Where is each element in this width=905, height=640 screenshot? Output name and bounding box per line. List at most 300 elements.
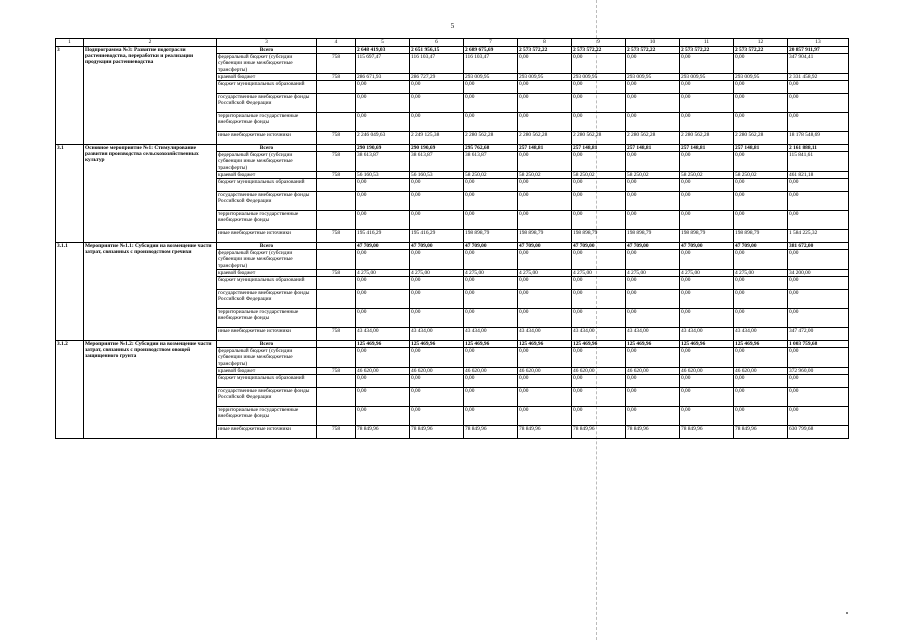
amount-cell: 0,00 bbox=[518, 192, 572, 211]
amount-cell: 0,00 bbox=[788, 81, 849, 94]
amount-cell: 47 709,00 bbox=[356, 243, 410, 250]
amount-cell: 58 250,02 bbox=[734, 171, 788, 178]
amount-cell: 372 960,00 bbox=[788, 367, 849, 374]
column-number: 2 bbox=[84, 39, 217, 47]
amount-cell: 0,00 bbox=[518, 290, 572, 309]
amount-cell: 293 009,95 bbox=[572, 73, 626, 80]
amount-cell: 0,00 bbox=[518, 81, 572, 94]
amount-cell: 195 416,29 bbox=[410, 230, 464, 243]
column-number: 10 bbox=[626, 39, 680, 47]
amount-cell: 0,00 bbox=[518, 348, 572, 368]
amount-cell: 116 103,47 bbox=[464, 54, 518, 74]
amount-cell: 257 148,81 bbox=[518, 145, 572, 152]
amount-cell: 295 762,68 bbox=[464, 145, 518, 152]
amount-cell: 0,00 bbox=[788, 290, 849, 309]
amount-cell: 47 709,00 bbox=[410, 243, 464, 250]
amount-cell: 43 434,00 bbox=[356, 328, 410, 341]
amount-cell: 293 009,95 bbox=[680, 73, 734, 80]
amount-cell: 198 898,79 bbox=[464, 230, 518, 243]
budget-code bbox=[317, 47, 356, 54]
amount-cell: 0,00 bbox=[572, 152, 626, 172]
amount-cell: 257 148,81 bbox=[626, 145, 680, 152]
amount-cell: 0,00 bbox=[410, 179, 464, 192]
budget-code bbox=[317, 94, 356, 113]
amount-cell: 2 280 562,28 bbox=[626, 132, 680, 145]
budget-code bbox=[317, 81, 356, 94]
amount-cell: 46 620,00 bbox=[410, 367, 464, 374]
funding-source-label: территориальные государственные внебюджетные фонды bbox=[217, 113, 317, 132]
amount-cell: 0,00 bbox=[572, 277, 626, 290]
amount-cell: 0,00 bbox=[518, 113, 572, 132]
funding-source-label: государственные внебюджетные фонды Российской Федерации bbox=[217, 94, 317, 113]
amount-cell: 18 178 548,69 bbox=[788, 132, 849, 145]
amount-cell: 2 651 956,15 bbox=[410, 47, 464, 54]
amount-cell: 0,00 bbox=[572, 348, 626, 368]
amount-cell: 78 849,96 bbox=[626, 426, 680, 439]
amount-cell: 461 821,18 bbox=[788, 171, 849, 178]
amount-cell: 115 697,47 bbox=[356, 54, 410, 74]
amount-cell: 0,00 bbox=[410, 250, 464, 270]
amount-cell: 0,00 bbox=[518, 179, 572, 192]
amount-cell: 4 275,00 bbox=[356, 269, 410, 276]
amount-cell: 0,00 bbox=[518, 375, 572, 388]
amount-cell: 0,00 bbox=[734, 81, 788, 94]
amount-cell: 2 573 572,22 bbox=[572, 47, 626, 54]
amount-cell: 198 898,79 bbox=[572, 230, 626, 243]
amount-cell: 38 613,87 bbox=[410, 152, 464, 172]
funding-source-label: бюджет муниципальных образований bbox=[217, 179, 317, 192]
funding-source-label: краевой бюджет bbox=[217, 269, 317, 276]
amount-cell: 293 009,95 bbox=[626, 73, 680, 80]
amount-cell: 38 613,87 bbox=[356, 152, 410, 172]
amount-cell: 0,00 bbox=[734, 290, 788, 309]
amount-cell: 0,00 bbox=[356, 290, 410, 309]
amount-cell: 0,00 bbox=[464, 211, 518, 230]
column-number: 5 bbox=[356, 39, 410, 47]
amount-cell: 347 904,41 bbox=[788, 54, 849, 74]
scan-dot bbox=[846, 612, 848, 614]
amount-cell: 2 331 458,92 bbox=[788, 73, 849, 80]
budget-code bbox=[317, 407, 356, 426]
amount-cell: 46 620,00 bbox=[464, 367, 518, 374]
amount-cell: 0,00 bbox=[518, 277, 572, 290]
amount-cell: 78 849,96 bbox=[410, 426, 464, 439]
amount-cell: 0,00 bbox=[572, 113, 626, 132]
column-number: 8 bbox=[518, 39, 572, 47]
budget-code bbox=[317, 309, 356, 328]
funding-source-label: территориальные государственные внебюджетные фонды bbox=[217, 309, 317, 328]
amount-cell: 125 469,96 bbox=[734, 341, 788, 348]
funding-source-label: иные внебюджетные источники bbox=[217, 328, 317, 341]
amount-cell: 0,00 bbox=[788, 113, 849, 132]
funding-source-label: бюджет муниципальных образований bbox=[217, 277, 317, 290]
amount-cell: 0,00 bbox=[356, 407, 410, 426]
amount-cell: 0,00 bbox=[788, 348, 849, 368]
amount-cell: 0,00 bbox=[788, 250, 849, 270]
amount-cell: 2 689 675,69 bbox=[464, 47, 518, 54]
amount-cell: 0,00 bbox=[680, 290, 734, 309]
amount-cell: 1 003 759,68 bbox=[788, 341, 849, 348]
amount-cell: 0,00 bbox=[734, 250, 788, 270]
funding-source-label: иные внебюджетные источники bbox=[217, 230, 317, 243]
amount-cell: 0,00 bbox=[464, 113, 518, 132]
budget-code: 758 bbox=[317, 132, 356, 145]
amount-cell: 0,00 bbox=[410, 290, 464, 309]
amount-cell: 0,00 bbox=[734, 375, 788, 388]
amount-cell: 56 160,53 bbox=[356, 171, 410, 178]
budget-code bbox=[317, 211, 356, 230]
amount-cell: 47 709,00 bbox=[626, 243, 680, 250]
budget-code: 758 bbox=[317, 426, 356, 439]
amount-cell: 0,00 bbox=[680, 113, 734, 132]
amount-cell: 0,00 bbox=[680, 375, 734, 388]
amount-cell: 0,00 bbox=[572, 250, 626, 270]
amount-cell: 0,00 bbox=[356, 277, 410, 290]
amount-cell: 125 469,96 bbox=[680, 341, 734, 348]
item-title: Мероприятие №1.1: Субсидии на возмещение части затрат, связанных с производством гречихи bbox=[84, 243, 217, 341]
amount-cell: 0,00 bbox=[680, 407, 734, 426]
amount-cell: 43 434,00 bbox=[572, 328, 626, 341]
amount-cell: 0,00 bbox=[788, 277, 849, 290]
amount-cell: 0,00 bbox=[626, 113, 680, 132]
amount-cell: 0,00 bbox=[410, 388, 464, 407]
funding-source-label: иные внебюджетные источники bbox=[217, 132, 317, 145]
amount-cell: 0,00 bbox=[734, 179, 788, 192]
amount-cell: 0,00 bbox=[788, 375, 849, 388]
amount-cell: 0,00 bbox=[680, 192, 734, 211]
amount-cell: 0,00 bbox=[356, 309, 410, 328]
budget-code: 758 bbox=[317, 73, 356, 80]
amount-cell: 0,00 bbox=[680, 250, 734, 270]
amount-cell: 257 148,81 bbox=[734, 145, 788, 152]
amount-cell: 2 246 049,63 bbox=[356, 132, 410, 145]
amount-cell: 0,00 bbox=[572, 94, 626, 113]
amount-cell: 0,00 bbox=[626, 179, 680, 192]
amount-cell: 0,00 bbox=[464, 179, 518, 192]
column-number: 4 bbox=[317, 39, 356, 47]
amount-cell: 0,00 bbox=[410, 192, 464, 211]
amount-cell: 0,00 bbox=[572, 192, 626, 211]
amount-cell: 286 671,93 bbox=[356, 73, 410, 80]
amount-cell: 46 620,00 bbox=[734, 367, 788, 374]
amount-cell: 381 672,00 bbox=[788, 243, 849, 250]
amount-cell: 0,00 bbox=[356, 348, 410, 368]
amount-cell: 2 280 562,28 bbox=[734, 132, 788, 145]
amount-cell: 78 849,96 bbox=[464, 426, 518, 439]
amount-cell: 2 161 888,11 bbox=[788, 145, 849, 152]
amount-cell: 2 573 572,22 bbox=[734, 47, 788, 54]
amount-cell: 0,00 bbox=[356, 250, 410, 270]
amount-cell: 0,00 bbox=[518, 94, 572, 113]
amount-cell: 0,00 bbox=[788, 407, 849, 426]
amount-cell: 125 469,96 bbox=[572, 341, 626, 348]
funding-source-label: государственные внебюджетные фонды Российской Федерации bbox=[217, 290, 317, 309]
amount-cell: 0,00 bbox=[788, 94, 849, 113]
column-number: 9 bbox=[572, 39, 626, 47]
funding-source-label: Всего bbox=[217, 47, 317, 54]
amount-cell: 4 275,00 bbox=[734, 269, 788, 276]
amount-cell: 0,00 bbox=[626, 192, 680, 211]
amount-cell: 0,00 bbox=[734, 94, 788, 113]
amount-cell: 0,00 bbox=[734, 113, 788, 132]
amount-cell: 38 613,87 bbox=[464, 152, 518, 172]
amount-cell: 125 469,96 bbox=[464, 341, 518, 348]
amount-cell: 0,00 bbox=[356, 211, 410, 230]
amount-cell: 56 160,53 bbox=[410, 171, 464, 178]
amount-cell: 0,00 bbox=[788, 192, 849, 211]
funding-source-label: территориальные государственные внебюджетные фонды bbox=[217, 211, 317, 230]
amount-cell: 0,00 bbox=[518, 152, 572, 172]
funding-source-label: федеральный бюджет (субсидии субвенции иные межбюджетные трансферты) bbox=[217, 250, 317, 270]
amount-cell: 47 709,00 bbox=[734, 243, 788, 250]
funding-source-label: Всего bbox=[217, 341, 317, 348]
amount-cell: 58 250,02 bbox=[680, 171, 734, 178]
amount-cell: 78 849,96 bbox=[518, 426, 572, 439]
budget-code bbox=[317, 179, 356, 192]
budget-code bbox=[317, 250, 356, 270]
amount-cell: 4 275,00 bbox=[518, 269, 572, 276]
amount-cell: 0,00 bbox=[680, 277, 734, 290]
funding-source-label: государственные внебюджетные фонды Российской Федерации bbox=[217, 388, 317, 407]
amount-cell: 0,00 bbox=[518, 54, 572, 74]
amount-cell: 4 275,00 bbox=[572, 269, 626, 276]
amount-cell: 58 250,02 bbox=[626, 171, 680, 178]
amount-cell: 0,00 bbox=[464, 388, 518, 407]
amount-cell: 0,00 bbox=[464, 250, 518, 270]
budget-code bbox=[317, 243, 356, 250]
budget-code bbox=[317, 192, 356, 211]
amount-cell: 0,00 bbox=[464, 81, 518, 94]
amount-cell: 47 709,00 bbox=[680, 243, 734, 250]
amount-cell: 0,00 bbox=[788, 211, 849, 230]
amount-cell: 0,00 bbox=[356, 388, 410, 407]
budget-code bbox=[317, 375, 356, 388]
table-row bbox=[56, 341, 849, 348]
amount-cell: 0,00 bbox=[356, 375, 410, 388]
column-number-row bbox=[56, 39, 849, 47]
budget-code bbox=[317, 348, 356, 368]
amount-cell: 0,00 bbox=[734, 152, 788, 172]
amount-cell: 47 709,00 bbox=[518, 243, 572, 250]
amount-cell: 0,00 bbox=[734, 309, 788, 328]
funding-source-label: бюджет муниципальных образований bbox=[217, 375, 317, 388]
amount-cell: 0,00 bbox=[626, 277, 680, 290]
amount-cell: 0,00 bbox=[518, 407, 572, 426]
amount-cell: 257 148,81 bbox=[680, 145, 734, 152]
amount-cell: 0,00 bbox=[572, 388, 626, 407]
amount-cell: 0,00 bbox=[626, 375, 680, 388]
funding-source-label: государственные внебюджетные фонды Российской Федерации bbox=[217, 192, 317, 211]
page-number: 5 bbox=[450, 22, 455, 30]
amount-cell: 0,00 bbox=[680, 309, 734, 328]
amount-cell: 0,00 bbox=[572, 407, 626, 426]
funding-source-label: краевой бюджет bbox=[217, 367, 317, 374]
amount-cell: 198 898,79 bbox=[680, 230, 734, 243]
amount-cell: 198 898,79 bbox=[626, 230, 680, 243]
amount-cell: 46 620,00 bbox=[356, 367, 410, 374]
column-number: 11 bbox=[680, 39, 734, 47]
amount-cell: 0,00 bbox=[734, 211, 788, 230]
column-number: 1 bbox=[56, 39, 84, 47]
amount-cell: 0,00 bbox=[626, 54, 680, 74]
amount-cell: 0,00 bbox=[680, 152, 734, 172]
amount-cell: 0,00 bbox=[572, 179, 626, 192]
amount-cell: 0,00 bbox=[788, 309, 849, 328]
funding-source-label: федеральный бюджет (субсидии субвенции иные межбюджетные трансферты) bbox=[217, 348, 317, 368]
amount-cell: 0,00 bbox=[356, 192, 410, 211]
amount-cell: 46 620,00 bbox=[626, 367, 680, 374]
column-number: 7 bbox=[464, 39, 518, 47]
amount-cell: 0,00 bbox=[572, 211, 626, 230]
amount-cell: 0,00 bbox=[356, 179, 410, 192]
budget-code bbox=[317, 113, 356, 132]
item-number: 3.1 bbox=[56, 145, 84, 243]
budget-code: 758 bbox=[317, 230, 356, 243]
amount-cell: 2 573 572,22 bbox=[518, 47, 572, 54]
amount-cell: 0,00 bbox=[410, 309, 464, 328]
budget-code: 758 bbox=[317, 171, 356, 178]
amount-cell: 0,00 bbox=[464, 348, 518, 368]
amount-cell: 293 009,95 bbox=[518, 73, 572, 80]
column-number: 12 bbox=[734, 39, 788, 47]
budget-code bbox=[317, 277, 356, 290]
amount-cell: 0,00 bbox=[464, 94, 518, 113]
amount-cell: 347 472,00 bbox=[788, 328, 849, 341]
amount-cell: 0,00 bbox=[788, 388, 849, 407]
amount-cell: 0,00 bbox=[410, 277, 464, 290]
funding-source-label: иные внебюджетные источники bbox=[217, 426, 317, 439]
amount-cell: 0,00 bbox=[626, 348, 680, 368]
amount-cell: 0,00 bbox=[626, 94, 680, 113]
amount-cell: 0,00 bbox=[734, 54, 788, 74]
amount-cell: 0,00 bbox=[464, 375, 518, 388]
amount-cell: 34 200,00 bbox=[788, 269, 849, 276]
amount-cell: 0,00 bbox=[734, 277, 788, 290]
amount-cell: 2 573 572,22 bbox=[626, 47, 680, 54]
amount-cell: 4 275,00 bbox=[410, 269, 464, 276]
amount-cell: 286 727,29 bbox=[410, 73, 464, 80]
item-number: 3.1.1 bbox=[56, 243, 84, 341]
amount-cell: 0,00 bbox=[410, 407, 464, 426]
amount-cell: 195 416,29 bbox=[356, 230, 410, 243]
amount-cell: 0,00 bbox=[626, 211, 680, 230]
amount-cell: 20 857 911,97 bbox=[788, 47, 849, 54]
table-row bbox=[56, 47, 849, 54]
funding-source-label: краевой бюджет bbox=[217, 171, 317, 178]
amount-cell: 0,00 bbox=[626, 388, 680, 407]
amount-cell: 0,00 bbox=[464, 407, 518, 426]
amount-cell: 2 280 562,28 bbox=[518, 132, 572, 145]
funding-source-label: Всего bbox=[217, 243, 317, 250]
amount-cell: 4 275,00 bbox=[464, 269, 518, 276]
budget-code: 758 bbox=[317, 152, 356, 172]
amount-cell: 0,00 bbox=[734, 192, 788, 211]
amount-cell: 0,00 bbox=[680, 348, 734, 368]
funding-source-label: федеральный бюджет (субсидии субвенции иные межбюджетные трансферты) bbox=[217, 152, 317, 172]
amount-cell: 47 709,00 bbox=[464, 243, 518, 250]
amount-cell: 58 250,02 bbox=[572, 171, 626, 178]
amount-cell: 125 469,96 bbox=[626, 341, 680, 348]
amount-cell: 293 009,95 bbox=[734, 73, 788, 80]
column-number: 3 bbox=[217, 39, 317, 47]
amount-cell: 116 103,47 bbox=[410, 54, 464, 74]
amount-cell: 0,00 bbox=[410, 94, 464, 113]
amount-cell: 0,00 bbox=[410, 113, 464, 132]
amount-cell: 2 648 419,03 bbox=[356, 47, 410, 54]
budget-code: 758 bbox=[317, 54, 356, 74]
amount-cell: 0,00 bbox=[734, 407, 788, 426]
amount-cell: 46 620,00 bbox=[572, 367, 626, 374]
table-row bbox=[56, 145, 849, 152]
amount-cell: 78 849,96 bbox=[680, 426, 734, 439]
amount-cell: 0,00 bbox=[518, 388, 572, 407]
amount-cell: 0,00 bbox=[626, 250, 680, 270]
amount-cell: 0,00 bbox=[788, 179, 849, 192]
amount-cell: 58 250,02 bbox=[464, 171, 518, 178]
amount-cell: 0,00 bbox=[680, 81, 734, 94]
amount-cell: 2 280 562,28 bbox=[680, 132, 734, 145]
amount-cell: 4 275,00 bbox=[626, 269, 680, 276]
amount-cell: 630 799,68 bbox=[788, 426, 849, 439]
amount-cell: 0,00 bbox=[464, 309, 518, 328]
amount-cell: 125 469,96 bbox=[410, 341, 464, 348]
amount-cell: 0,00 bbox=[626, 309, 680, 328]
item-title: Мероприятие №1.2: Субсидии на возмещение части затрат, связанных с производством овощей защищенного грунта bbox=[84, 341, 217, 439]
amount-cell: 46 620,00 bbox=[680, 367, 734, 374]
column-number: 13 bbox=[788, 39, 849, 47]
amount-cell: 0,00 bbox=[518, 211, 572, 230]
budget-code bbox=[317, 341, 356, 348]
amount-cell: 0,00 bbox=[572, 54, 626, 74]
amount-cell: 43 434,00 bbox=[680, 328, 734, 341]
amount-cell: 125 469,96 bbox=[518, 341, 572, 348]
budget-code bbox=[317, 388, 356, 407]
amount-cell: 46 620,00 bbox=[518, 367, 572, 374]
amount-cell: 47 709,00 bbox=[572, 243, 626, 250]
amount-cell: 198 898,79 bbox=[734, 230, 788, 243]
amount-cell: 0,00 bbox=[626, 152, 680, 172]
amount-cell: 2 249 125,38 bbox=[410, 132, 464, 145]
amount-cell: 43 434,00 bbox=[734, 328, 788, 341]
amount-cell: 0,00 bbox=[626, 407, 680, 426]
amount-cell: 0,00 bbox=[572, 81, 626, 94]
funding-source-label: бюджет муниципальных образований bbox=[217, 81, 317, 94]
amount-cell: 0,00 bbox=[356, 81, 410, 94]
amount-cell: 78 849,96 bbox=[572, 426, 626, 439]
column-number: 6 bbox=[410, 39, 464, 47]
amount-cell: 0,00 bbox=[572, 375, 626, 388]
amount-cell: 43 434,00 bbox=[626, 328, 680, 341]
amount-cell: 2 280 562,28 bbox=[464, 132, 518, 145]
amount-cell: 78 849,96 bbox=[734, 426, 788, 439]
amount-cell: 0,00 bbox=[464, 192, 518, 211]
funding-source-label: краевой бюджет bbox=[217, 73, 317, 80]
funding-source-label: территориальные государственные внебюджетные фонды bbox=[217, 407, 317, 426]
amount-cell: 115 841,61 bbox=[788, 152, 849, 172]
amount-cell: 0,00 bbox=[356, 94, 410, 113]
amount-cell: 0,00 bbox=[464, 277, 518, 290]
amount-cell: 0,00 bbox=[410, 348, 464, 368]
amount-cell: 0,00 bbox=[464, 290, 518, 309]
amount-cell: 0,00 bbox=[680, 54, 734, 74]
amount-cell: 290 190,69 bbox=[356, 145, 410, 152]
amount-cell: 4 275,00 bbox=[680, 269, 734, 276]
amount-cell: 78 849,96 bbox=[356, 426, 410, 439]
budget-code: 758 bbox=[317, 367, 356, 374]
amount-cell: 0,00 bbox=[626, 81, 680, 94]
amount-cell: 293 009,95 bbox=[464, 73, 518, 80]
item-number: 3.1.2 bbox=[56, 341, 84, 439]
